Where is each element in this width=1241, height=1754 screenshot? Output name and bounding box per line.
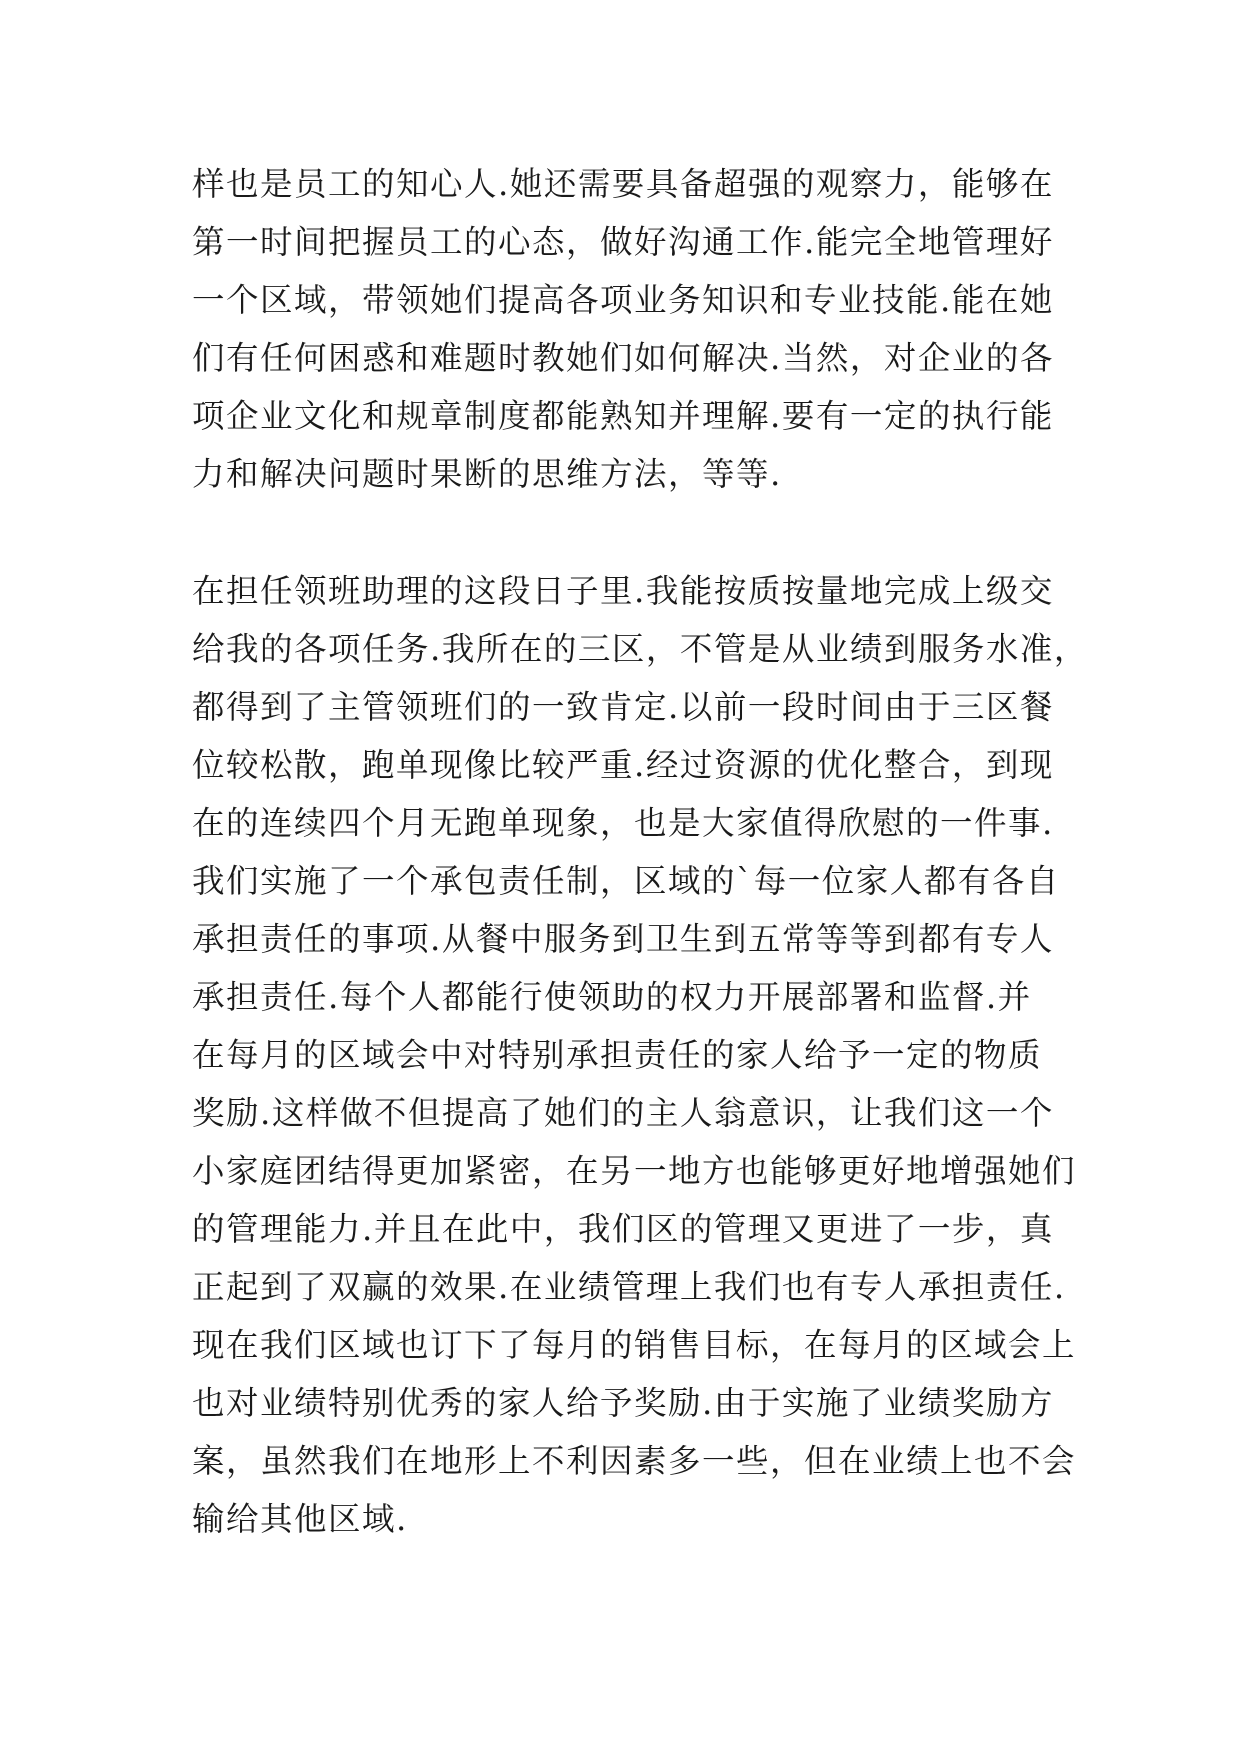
text-line: 正起到了双赢的效果.在业绩管理上我们也有专人承担责任. (192, 1268, 1066, 1306)
text-line: 样也是员工的知心人.她还需要具备超强的观察力，能够在 (192, 165, 1054, 203)
text-line: 项企业文化和规章制度都能熟知并理解.要有一定的执行能 (192, 397, 1054, 435)
text-line: 都得到了主管领班们的一致肯定.以前一段时间由于三区餐 (192, 688, 1054, 726)
text-line: 承担责任.每个人都能行使领助的权力开展部署和监督.并 (192, 978, 1032, 1016)
text-line: 案，虽然我们在地形上不利因素多一些，但在业绩上也不会 (192, 1442, 1077, 1480)
text-line: 第一时间把握员工的心态，做好沟通工作.能完全地管理好 (192, 223, 1054, 261)
paragraph-2 (192, 562, 1088, 1548)
text-line: 我们实施了一个承包责任制，区域的`每一位家人都有各自 (192, 862, 1060, 900)
text-line: 力和解决问题时果断的思维方法，等等. (192, 455, 782, 493)
text-line: 小家庭团结得更加紧密，在另一地方也能够更好地增强她们 (192, 1152, 1077, 1190)
text-line: 的管理能力.并且在此中，我们区的管理又更进了一步，真 (192, 1210, 1054, 1248)
text-line: 位较松散，跑单现像比较严重.经过资源的优化整合，到现 (192, 746, 1054, 784)
text-line: 输给其他区域. (192, 1500, 408, 1538)
text-line: 奖励.这样做不但提高了她们的主人翁意识，让我们这一个 (192, 1094, 1054, 1132)
text-line: 承担责任的事项.从餐中服务到卫生到五常等等到都有专人 (192, 920, 1054, 958)
text-line: 也对业绩特别优秀的家人给予奖励.由于实施了业绩奖励方 (192, 1384, 1054, 1422)
text-line: 给我的各项任务.我所在的三区，不管是从业绩到服务水准， (192, 630, 1088, 668)
text-line: 们有任何困惑和难题时教她们如何解决.当然，对企业的各 (192, 339, 1054, 377)
paragraph-1 (192, 155, 1072, 503)
text-line: 一个区域，带领她们提高各项业务知识和专业技能.能在她 (192, 281, 1054, 319)
text-line: 现在我们区域也订下了每月的销售目标，在每月的区域会上 (192, 1326, 1077, 1364)
text-line: 在担任领班助理的这段日子里.我能按质按量地完成上级交 (192, 572, 1054, 610)
text-line: 在每月的区域会中对特别承担责任的家人给予一定的物质 (192, 1036, 1043, 1074)
text-line: 在的连续四个月无跑单现象，也是大家值得欣慰的一件事. (192, 804, 1054, 842)
